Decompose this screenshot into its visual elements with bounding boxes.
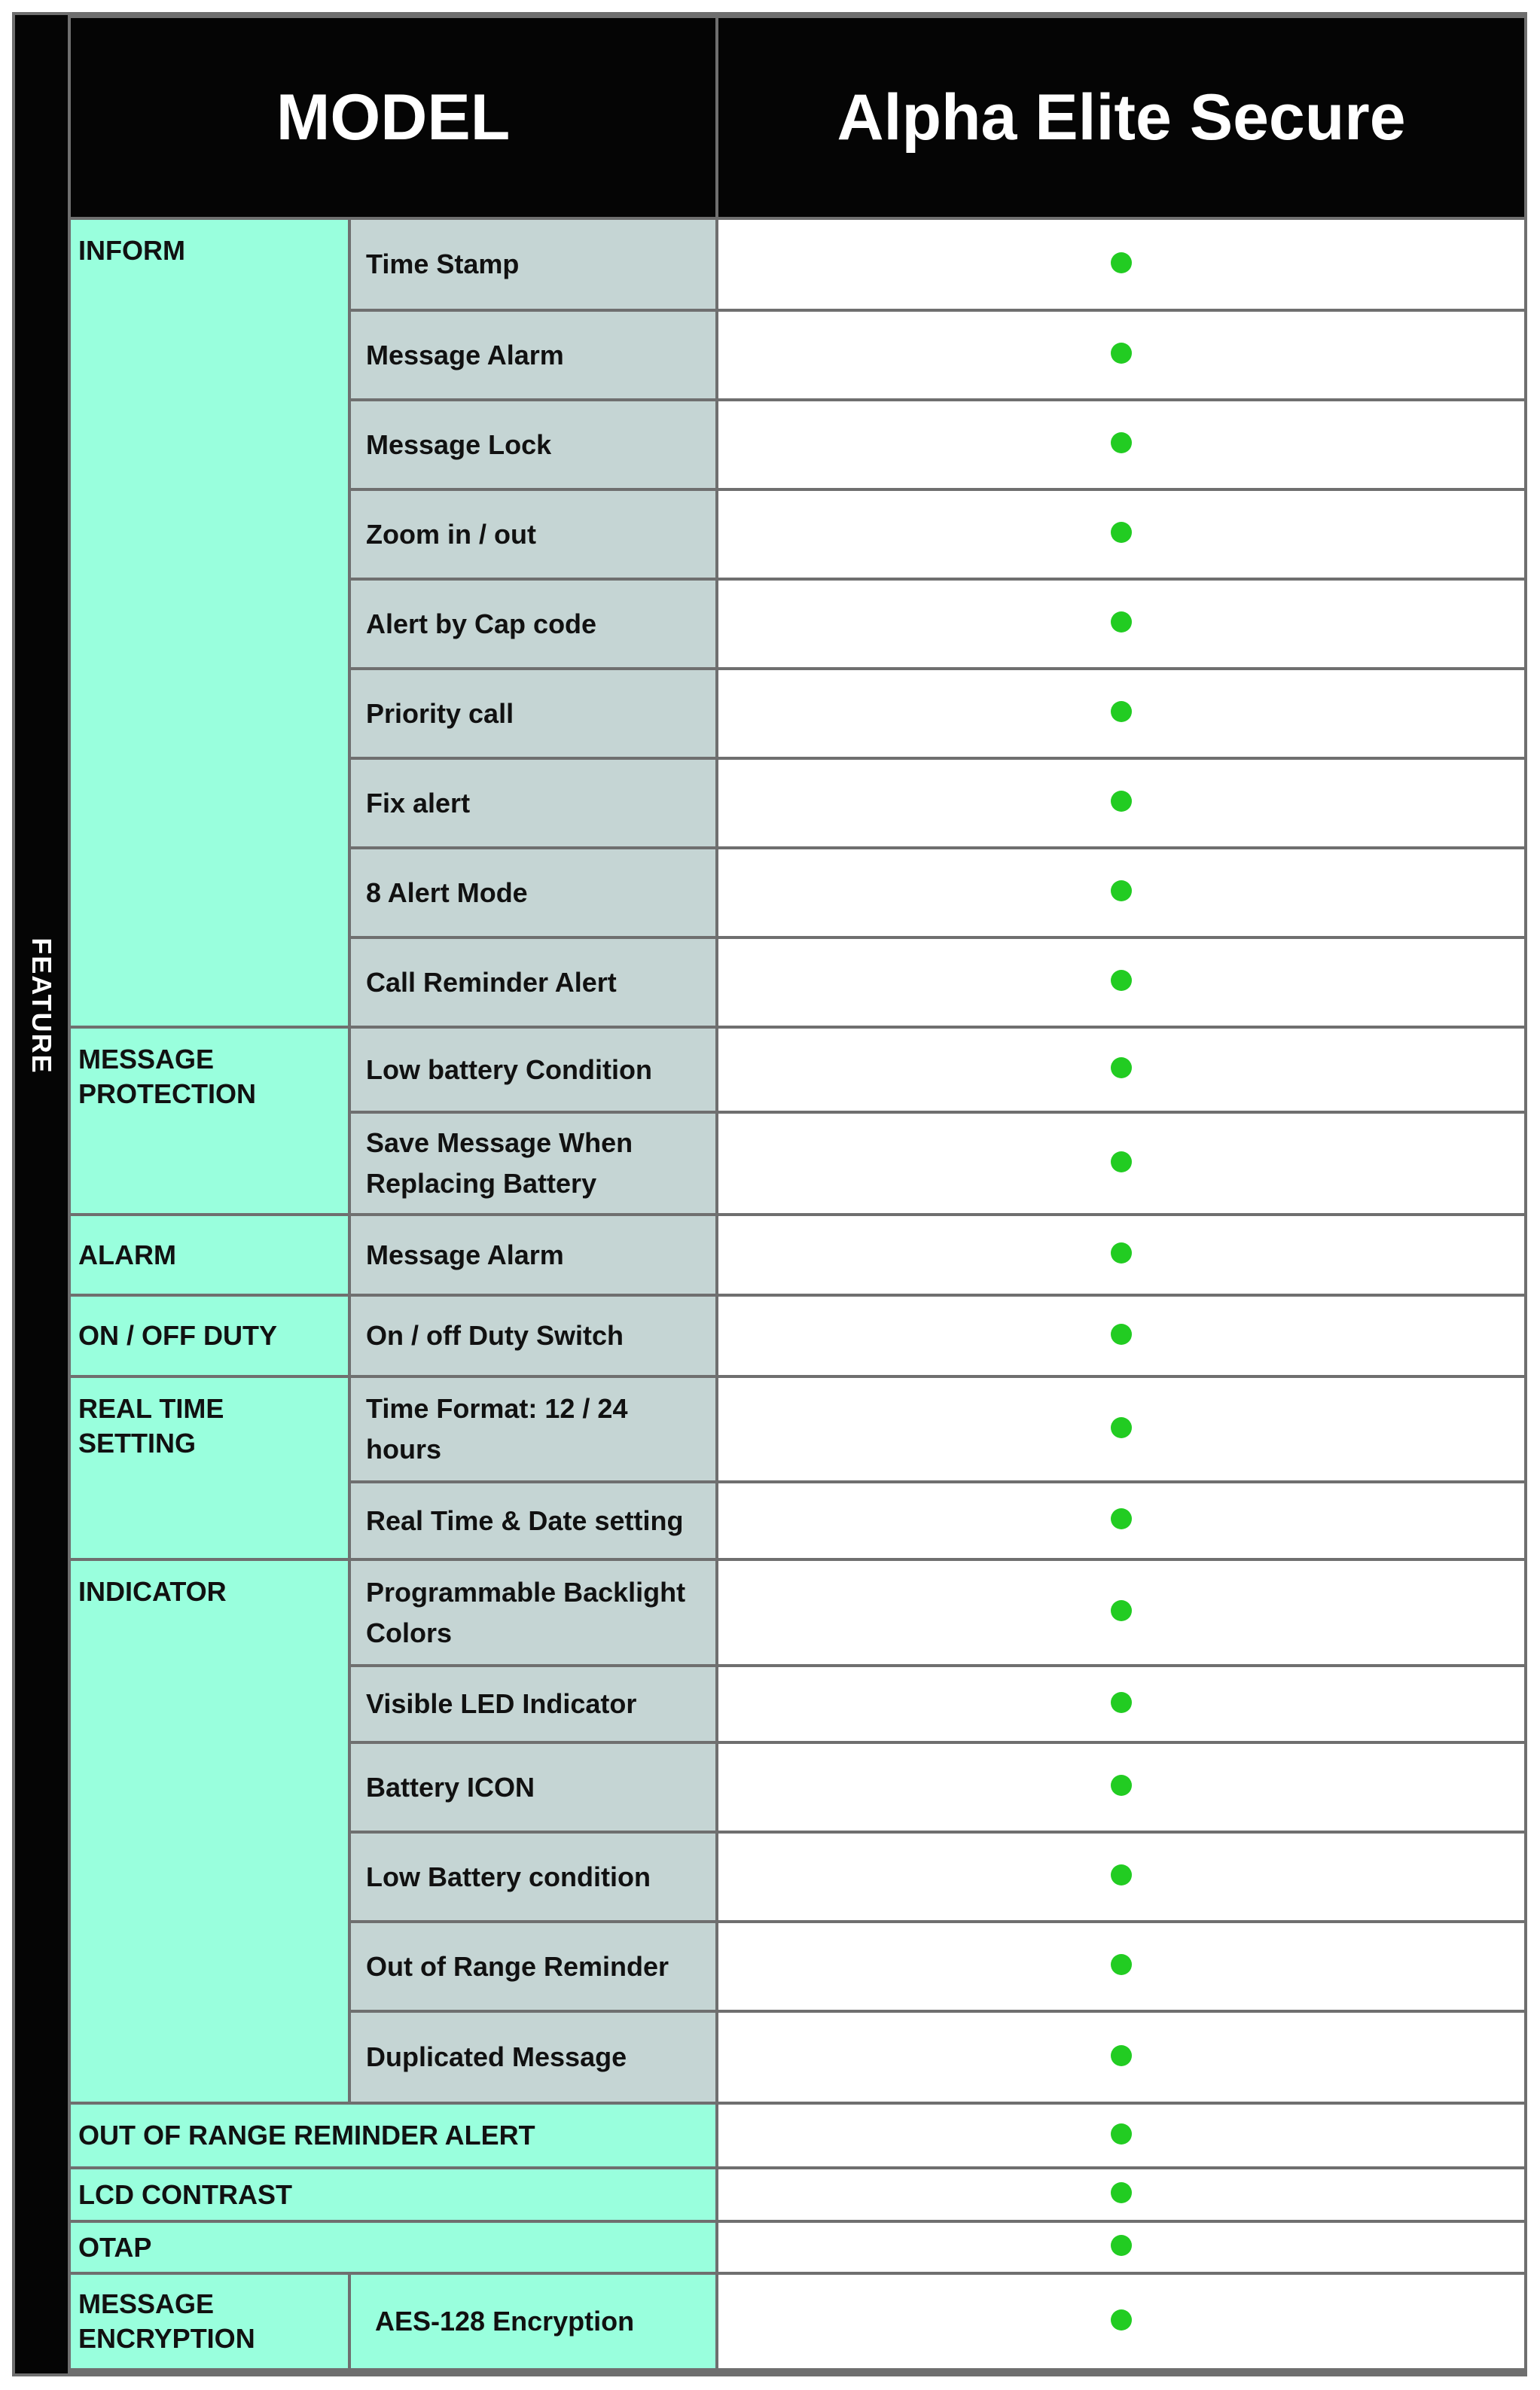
available-dot-icon: [1111, 2045, 1132, 2066]
feature-low-battery-condition: Low battery Condition: [349, 1027, 717, 1112]
group-otap: OTAP: [69, 2221, 717, 2273]
available-dot-icon: [1111, 791, 1132, 812]
available-dot-icon: [1111, 1151, 1132, 1172]
available-dot-icon: [1111, 1775, 1132, 1796]
available-dot-icon: [1111, 1324, 1132, 1345]
table-row: [69, 1376, 1526, 1482]
available-dot-icon: [1111, 522, 1132, 543]
feature-backlight-colors: Programmable Backlight Colors: [349, 1559, 717, 1666]
product-header: Alpha Elite Secure: [717, 17, 1526, 218]
available-dot-icon: [1111, 1954, 1132, 1975]
group-lcd-contrast: LCD CONTRAST: [69, 2168, 717, 2221]
feature-battery-icon: Battery ICON: [349, 1742, 717, 1832]
spec-table: [68, 15, 1527, 2371]
feature-message-alarm: Message Alarm: [349, 310, 717, 400]
availability-cell: [717, 937, 1526, 1027]
availability-cell: [717, 758, 1526, 848]
availability-cell: [717, 2273, 1526, 2370]
available-dot-icon: [1111, 1417, 1132, 1438]
availability-cell: [717, 1742, 1526, 1832]
feature-side-label: FEATURE: [26, 937, 57, 1075]
table-row: [69, 1559, 1526, 1666]
availability-cell: [717, 579, 1526, 669]
group-message-encryption: MESSAGE ENCRYPTION: [69, 2273, 349, 2370]
table-row: [69, 1027, 1526, 1112]
availability-cell: [717, 2221, 1526, 2273]
table-row: [69, 218, 1526, 310]
availability-cell: [717, 669, 1526, 758]
table-row: [69, 2273, 1526, 2370]
available-dot-icon: [1111, 2123, 1132, 2145]
availability-cell: [717, 1295, 1526, 1376]
group-out-of-range-alert: OUT OF RANGE REMINDER ALERT: [69, 2103, 717, 2168]
feature-8-alert-mode: 8 Alert Mode: [349, 848, 717, 937]
availability-cell: [717, 2168, 1526, 2221]
feature-call-reminder-alert: Call Reminder Alert: [349, 937, 717, 1027]
feature-real-time-date: Real Time & Date setting: [349, 1482, 717, 1559]
feature-zoom: Zoom in / out: [349, 489, 717, 579]
feature-side-bar: [15, 15, 68, 2373]
feature-fix-alert: Fix alert: [349, 758, 717, 848]
available-dot-icon: [1111, 252, 1132, 273]
feature-duplicated-message: Duplicated Message: [349, 2011, 717, 2103]
table-row: [69, 1215, 1526, 1295]
feature-aes-128: AES-128 Encryption: [349, 2273, 717, 2370]
table-row: [69, 2221, 1526, 2273]
spec-table-frame: [12, 12, 1527, 2376]
group-inform: INFORM: [69, 218, 349, 1027]
availability-cell: [717, 1832, 1526, 1922]
availability-cell: [717, 1215, 1526, 1295]
available-dot-icon: [1111, 2182, 1132, 2203]
feature-alert-cap-code: Alert by Cap code: [349, 579, 717, 669]
group-message-protection: MESSAGE PROTECTION: [69, 1027, 349, 1215]
availability-cell: [717, 848, 1526, 937]
availability-cell: [717, 1666, 1526, 1742]
available-dot-icon: [1111, 1057, 1132, 1078]
availability-cell: [717, 1482, 1526, 1559]
feature-save-message: Save Message When Replacing Battery: [349, 1112, 717, 1215]
available-dot-icon: [1111, 1692, 1132, 1713]
available-dot-icon: [1111, 1508, 1132, 1529]
availability-cell: [717, 1922, 1526, 2011]
availability-cell: [717, 2103, 1526, 2168]
availability-cell: [717, 1559, 1526, 1666]
table-row: [69, 1295, 1526, 1376]
table-row: [69, 2103, 1526, 2168]
feature-low-battery: Low Battery condition: [349, 1832, 717, 1922]
available-dot-icon: [1111, 701, 1132, 722]
available-dot-icon: [1111, 343, 1132, 364]
feature-priority-call: Priority call: [349, 669, 717, 758]
feature-out-of-range: Out of Range Reminder: [349, 1922, 717, 2011]
availability-cell: [717, 1027, 1526, 1112]
group-real-time-setting: REAL TIME SETTING: [69, 1376, 349, 1559]
group-indicator: INDICATOR: [69, 1559, 349, 2103]
feature-message-lock: Message Lock: [349, 400, 717, 489]
availability-cell: [717, 2011, 1526, 2103]
group-alarm: ALARM: [69, 1215, 349, 1295]
availability-cell: [717, 218, 1526, 310]
availability-cell: [717, 489, 1526, 579]
available-dot-icon: [1111, 970, 1132, 991]
group-on-off-duty: ON / OFF DUTY: [69, 1295, 349, 1376]
available-dot-icon: [1111, 2235, 1132, 2256]
availability-cell: [717, 400, 1526, 489]
table-row: [69, 2168, 1526, 2221]
feature-time-stamp: Time Stamp: [349, 218, 717, 310]
feature-duty-switch: On / off Duty Switch: [349, 1295, 717, 1376]
available-dot-icon: [1111, 1242, 1132, 1264]
available-dot-icon: [1111, 1864, 1132, 1885]
availability-cell: [717, 1112, 1526, 1215]
feature-alarm-message-alarm: Message Alarm: [349, 1215, 717, 1295]
feature-time-format: Time Format: 12 / 24 hours: [349, 1376, 717, 1482]
available-dot-icon: [1111, 1600, 1132, 1621]
available-dot-icon: [1111, 432, 1132, 453]
model-header: MODEL: [69, 17, 717, 218]
available-dot-icon: [1111, 880, 1132, 901]
available-dot-icon: [1111, 2309, 1132, 2331]
header-row: [69, 17, 1526, 218]
availability-cell: [717, 1376, 1526, 1482]
feature-led-indicator: Visible LED Indicator: [349, 1666, 717, 1742]
availability-cell: [717, 310, 1526, 400]
available-dot-icon: [1111, 611, 1132, 633]
